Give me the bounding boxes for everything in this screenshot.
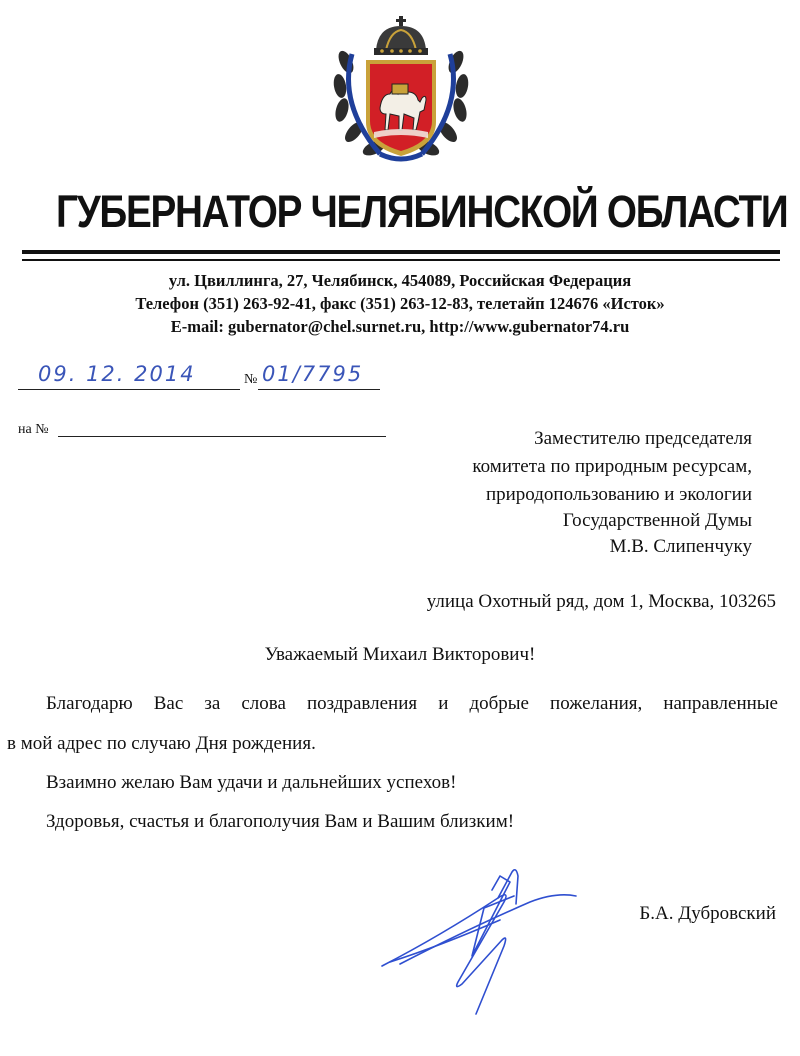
handwritten-signature	[380, 862, 580, 1022]
reference-label: на №	[18, 422, 49, 437]
registration-number: 01/7795	[262, 362, 364, 386]
signer-name: Б.А. Дубровский	[639, 903, 776, 924]
number-label: №	[244, 372, 258, 387]
contact-address: ул. Цвиллинга, 27, Челябинск, 454089, Российская Федерация	[168, 271, 632, 290]
addressee-line: Государственной Думы	[562, 510, 752, 531]
contact-email-web: E-mail: gubernator@chel.surnet.ru, http://www.gubernator74.ru	[170, 317, 630, 336]
body-paragraph-1-line-2: в мой адрес по случаю Дня рождения.	[7, 733, 316, 754]
addressee-name: М.В. Слипенчуку	[609, 536, 752, 557]
reference-underline	[58, 436, 386, 437]
body-paragraph-3: Здоровья, счастья и благополучия Вам и Вашим близким!	[46, 811, 515, 832]
date-underline	[18, 389, 240, 390]
addressee-line: комитета по природным ресурсам,	[472, 456, 752, 477]
addressee-line: природопользованию и экологии	[485, 484, 752, 505]
greeting: Уважаемый Михаил Викторович!	[264, 644, 536, 665]
body-paragraph-1-line-1: Благодарю Вас за слова поздравления и добрые пожелания, направленные	[46, 693, 778, 714]
body-paragraph-2: Взаимно желаю Вам удачи и дальнейших успехов!	[46, 772, 457, 793]
addressee-street: улица Охотный ряд, дом 1, Москва, 103265	[426, 591, 776, 612]
addressee-line: Заместителю председателя	[534, 428, 752, 449]
registration-date: 09. 12. 2014	[38, 362, 196, 386]
header-rule-thick	[22, 250, 780, 254]
coat-of-arms-icon	[330, 14, 472, 166]
number-underline	[258, 389, 380, 390]
issuer-title: ГУБЕРНАТОР ЧЕЛЯБИНСКОЙ ОБЛАСТИ	[56, 186, 788, 237]
contact-phone: Телефон (351) 263-92-41, факс (351) 263-12-83, телетайп 124676 «Исток»	[135, 294, 665, 313]
header-rule-thin	[22, 259, 780, 261]
